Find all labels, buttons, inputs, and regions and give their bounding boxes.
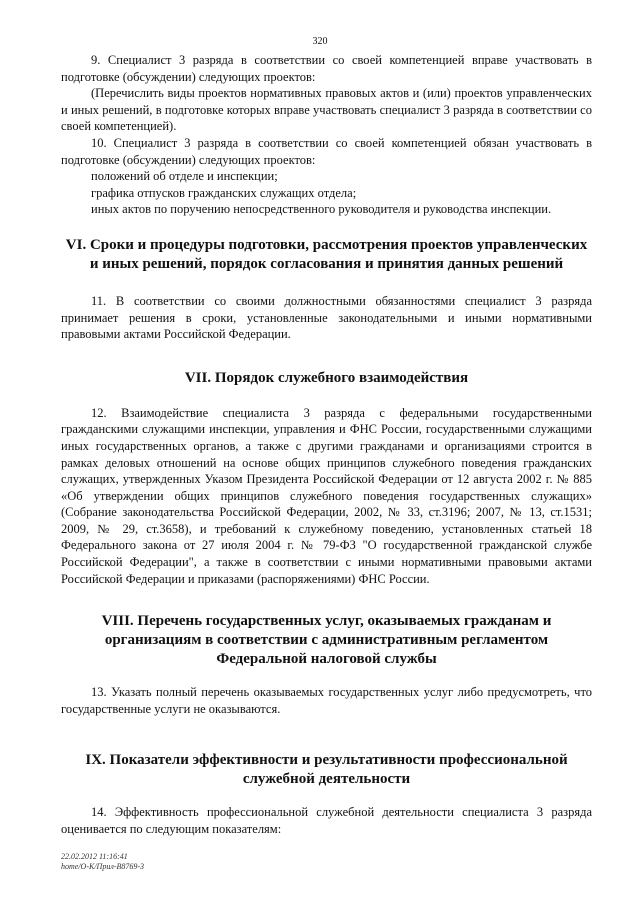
paragraph-14: 14. Эффективность профессиональной служебной деятельности специалиста 3 разряда оценивается по следующим показателям: [61, 805, 592, 837]
paragraph-11: 11. В соответствии со своими должностными обязанностями специалист 3 разряда принимает решения в сроки, установленные законодательными и иными нормативными правовыми актами Российской Федерации. [61, 293, 592, 342]
document-footer [61, 852, 144, 872]
section-heading-8: VIII. Перечень государственных услуг, оказываемых гражданам и организациям в соответствии с административным регламентом Федеральной налоговой службы [101, 613, 552, 668]
paragraph-10-item: положений об отделе и инспекции; [91, 169, 278, 184]
section-heading-6: VI. Сроки и процедуры подготовки, рассмотрения проектов управленческих и иных решений, порядок согласования и принятия данных решений [65, 236, 588, 272]
section-heading-9: IX. Показатели эффективности и результативности профессиональной служебной деятельности [85, 752, 568, 788]
document-body [61, 52, 592, 838]
page-number: 320 [312, 36, 328, 47]
paragraph-10-item: иных актов по поручению непосредственного руководителя и руководства инспекции. [91, 202, 552, 217]
paragraph-13: 13. Указать полный перечень оказываемых государственных услуг либо предусмотреть, что государственные услуги не оказываются. [61, 685, 592, 716]
paragraph-9: 9. Специалист 3 разряда в соответствии со своей компетенцией вправе участвовать в подготовке (обсуждении) следующих проектов: [61, 53, 592, 84]
paragraph-12: 12. Взаимодействие специалиста 3 разряда с федеральными государственными гражданскими служащими инспекции, управления и ФНС России, государственными служащими иных государственных органов, а также с другими гражданами и организациями строится в рамках деловых отношений на основе общих принципов служебного поведения гражданских служащих, утвержденных Указом Президента Российской Федерации от 12 августа 2002 г. № 885 «Об утверждении общих принципов служебного поведения государственных служащих» (Собрание законодательства Российской Федерации, 2002, № 33, ст.3196; 2007, № 13, ст.1531; 2009, № 29, ст.3658), и требований к служебному поведению, установленных статьей 18 Федерального закона от 27 июля 2004 г. № 79-ФЗ "О государственной гражданской службе Российской Федерации", а также в соответствии с иными нормативными правовыми актами Российской Федерации и приказами (распоряжениями) ФНС России. [61, 405, 592, 586]
paragraph-10-item: графика отпусков гражданских служащих отдела; [91, 185, 357, 200]
paragraph-9-note: (Перечислить виды проектов нормативных правовых актов и (или) проектов управленческих и иных решений, в подготовке которых вправе участвовать специалист 3 разряда в соответствии со своей компетенцией). [61, 86, 592, 134]
section-heading-7: VII. Порядок служебного взаимодействия [184, 369, 469, 386]
footer-file-path: home/O-K/Прил-В8769-3 [61, 862, 145, 871]
footer-timestamp: 22.02.2012 11:16:41 [61, 852, 128, 861]
paragraph-10: 10. Специалист 3 разряда в соответствии со своей компетенцией обязан участвовать в подготовке (обсуждении) следующих проектов: [61, 135, 592, 167]
